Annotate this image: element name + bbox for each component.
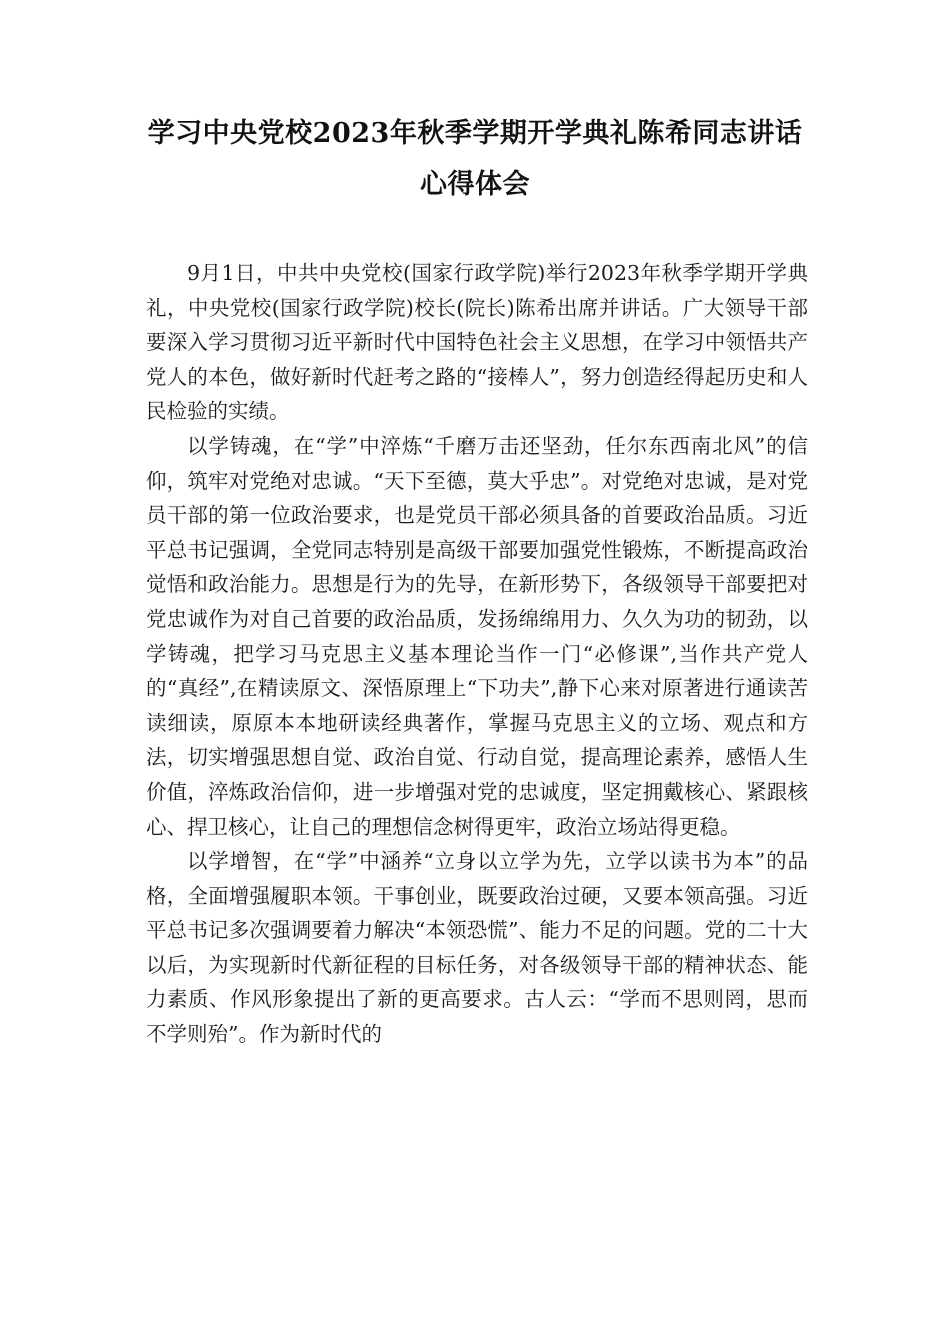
paragraph-1: 9月1日，中共中央党校(国家行政学院)举行2023年秋季学期开学典礼，中央党校(国家行政学院)校长(院长)陈希出席并讲话。广大领导干部要深入学习贯彻习近平新时代中国特色社会主义思想，在学习中领悟共产党人的本色，做好新时代赶考之路的“接棒人”，努力创造经得起历史和人民检验的实绩。	[146, 261, 808, 424]
paragraph-3: 以学增智，在“学”中涵养“立身以立学为先，立学以读书为本”的品格，全面增强履职本领。干事创业，既要政治过硬，又要本领高强。习近平总书记多次强调要着力解决“本领恐慌”、能力不足的问题。党的二十大以后，为实现新时代新征程的目标任务，对各级领导干部的精神状态、能力素质、作风形象提出了新的更高要求。古人云：“学而不思则罔，思而不学则殆”。作为新时代的	[146, 849, 808, 1047]
paragraph-2: 以学铸魂，在“学”中淬炼“千磨万击还坚劲，任尔东西南北风”的信仰，筑牢对党绝对忠诚。“天下至德，莫大乎忠”。对党绝对忠诚，是对党员干部的第一位政治要求，也是党员干部必须具备的首要政治品质。习近平总书记强调，全党同志特别是高级干部要加强党性锻炼，不断提高政治觉悟和政治能力。思想是行为的先导，在新形势下，各级领导干部要把对党忠诚作为对自己首要的政治品质，发扬绵绵用力、久久为功的韧劲，以学铸魂，把学习马克思主义基本理论当作一门“必修课”,当作共产党人的“真经”,在精读原文、深悟原理上“下功夫”,静下心来对原著进行通读苦读细读，原原本本地研读经典著作，掌握马克思主义的立场、观点和方法，切实增强思想自觉、政治自觉、行动自觉，提高理论素养，感悟人生价值，淬炼政治信仰，进一步增强对党的忠诚度，坚定拥戴核心、紧跟核心、捍卫核心，让自己的理想信念树得更牢，政治立场站得更稳。	[146, 433, 808, 839]
document-body	[146, 256, 808, 1052]
document-title: 学习中央党校2023年秋季学期开学典礼陈希同志讲话心得体会	[147, 118, 803, 200]
